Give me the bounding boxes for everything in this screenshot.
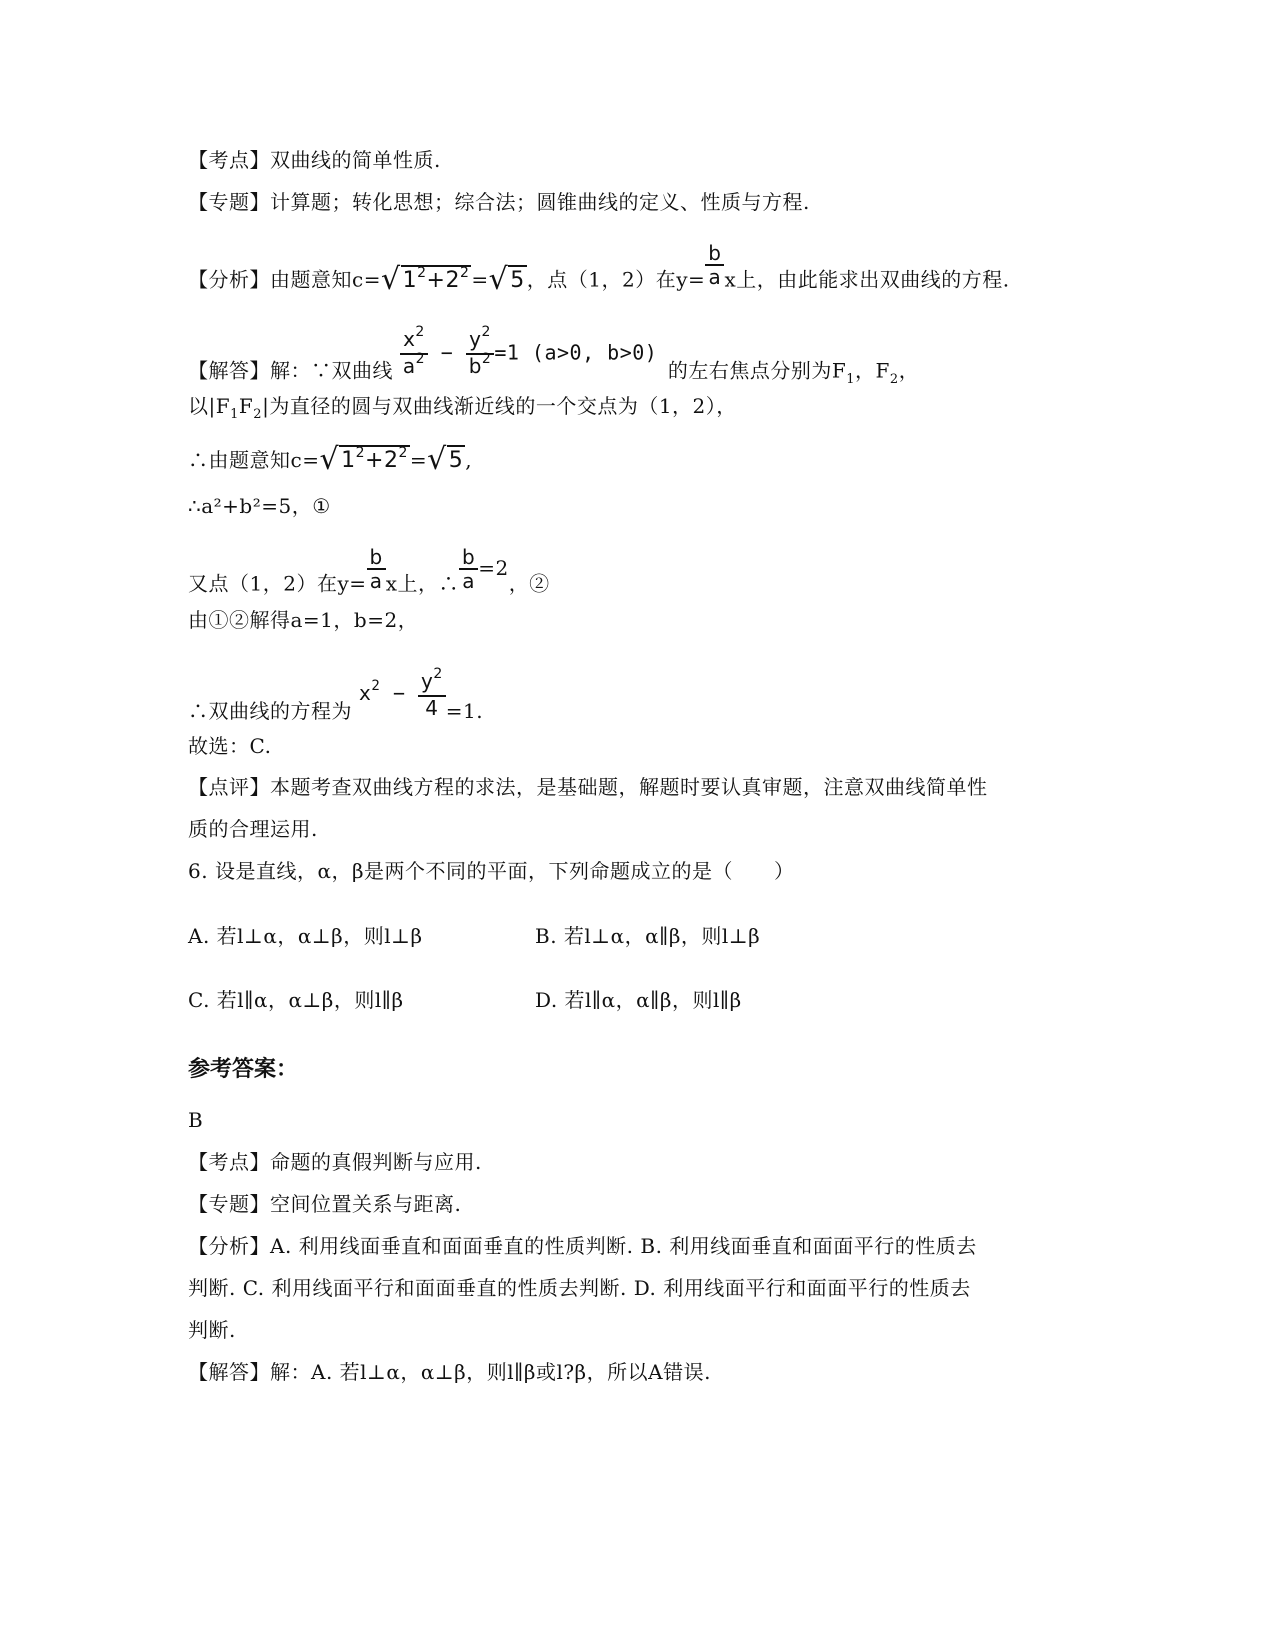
jieda-tag: 【解答】	[188, 358, 270, 383]
fenxi-line: 【分析】由题意知$c=√1^2+2^2 =√5$ ，点（1，2）在y= $\frac{b}{a}$ x上，由此能求出双曲线的方程.	[188, 241, 1010, 297]
kaodian-tag: 【考点】	[188, 148, 270, 172]
dianping-line-1: 【点评】本题考查双曲线方程的求法，是基础题，解题时要认真审题，注意双曲线简单性	[188, 775, 988, 799]
jieda-text-b: 的左右焦点分别为F	[667, 358, 847, 383]
question-6-stem: 6. 设是直线，α，β是两个不同的平面，下列命题成立的是（ ）	[188, 859, 795, 883]
answer-heading: 参考答案：	[188, 1057, 299, 1082]
option-c: C. 若l∥α，α⊥β，则l∥β	[188, 988, 404, 1012]
fenxi-text-b: ，点（1，2）在y=	[526, 267, 706, 292]
solution-line-2: 以$|F_1F_2|$为直径的圆与双曲线渐近线的一个交点为（1，2），	[188, 394, 737, 422]
jieda-text-c: ，F	[855, 358, 890, 383]
solution-line-2-text: 为直径的圆与双曲线渐近线的一个交点为（1，2），	[269, 394, 737, 418]
fraction-b-over-a: $\frac{b}{a}$	[705, 242, 724, 288]
option-d: D. 若l∥α，α∥β，则l∥β	[535, 988, 742, 1012]
solution-line-3: ∴由题意知$c=√1^2+2^2 =√5$ ,	[188, 442, 473, 477]
kaodian-line	[188, 146, 441, 174]
sqrt-five-2: √5	[427, 442, 464, 477]
hyperbola-condition: =1 (a>0, b>0)	[494, 340, 658, 365]
answer-value: B	[188, 1108, 204, 1132]
answer-jieda: 【解答】解：A. 若l⊥α，α⊥β，则l∥β或l?β，所以A错误.	[188, 1360, 711, 1384]
solution-line-8: 故选：C.	[188, 734, 272, 758]
sqrt-five: √5	[488, 261, 525, 297]
zhuanti-tag: 【专题】	[188, 190, 270, 214]
fenxi-text-a: 由题意知c=	[270, 267, 381, 292]
jieda-text-a: 解：∵双曲线	[270, 358, 393, 383]
option-a: A. 若l⊥α，α⊥β，则l⊥β	[188, 924, 423, 948]
fenxi-text-c: x上，由此能求出双曲线的方程.	[724, 267, 1010, 292]
option-b: B. 若l⊥α，α∥β，则l⊥β	[535, 924, 761, 948]
answer-zhuanti: 【专题】空间位置关系与距离.	[188, 1192, 462, 1216]
solution-line-5: 又点（1，2）在y= $\frac{b}{a}$ x上，∴ $\frac{b}{a}$ =2，②	[188, 545, 550, 596]
hyperbola-equation: $\frac{x^2}{a^2}$ − $\frac{y^2}{b^2}$ =1 (a>0, b>0)	[400, 328, 668, 380]
jieda-line: 【解答】解：∵双曲线 $\frac{x^2}{a^2}$ − $\frac{y^2}{b^2}$ =1 (a>0, b>0)的左右焦点分别为$F_1$，$F_2$，	[188, 324, 920, 387]
sqrt-expression: $√1^2+2^2$	[380, 261, 470, 297]
kaodian-text: 双曲线的简单性质.	[270, 148, 441, 172]
sqrt-expression-2: $√1^2+2^2$	[319, 442, 408, 477]
answer-fenxi-1: 【分析】A. 利用线面垂直和面面垂直的性质判断. B. 利用线面垂直和面面平行的性质去	[188, 1234, 977, 1258]
answer-kaodian: 【考点】命题的真假判断与应用.	[188, 1150, 482, 1174]
answer-fenxi-2: 判断. C. 利用线面平行和面面垂直的性质去判断. D. 利用线面平行和面面平行的性质去	[188, 1276, 971, 1300]
solution-line-7: ∴双曲线的方程为 $x^2$ − $\frac{y^2}{4}$ =1.	[188, 666, 484, 723]
solution-line-6: 由①②解得a=1，b=2，	[188, 608, 419, 632]
answer-fenxi-3: 判断.	[188, 1318, 236, 1342]
dianping-line-2: 质的合理运用.	[188, 817, 318, 841]
zhuanti-text: 计算题；转化思想；综合法；圆锥曲线的定义、性质与方程.	[270, 190, 810, 214]
zhuanti-line	[188, 188, 810, 216]
solution-line-4: ∴a²+b²=5，①	[188, 494, 331, 518]
fenxi-tag: 【分析】	[188, 267, 270, 292]
